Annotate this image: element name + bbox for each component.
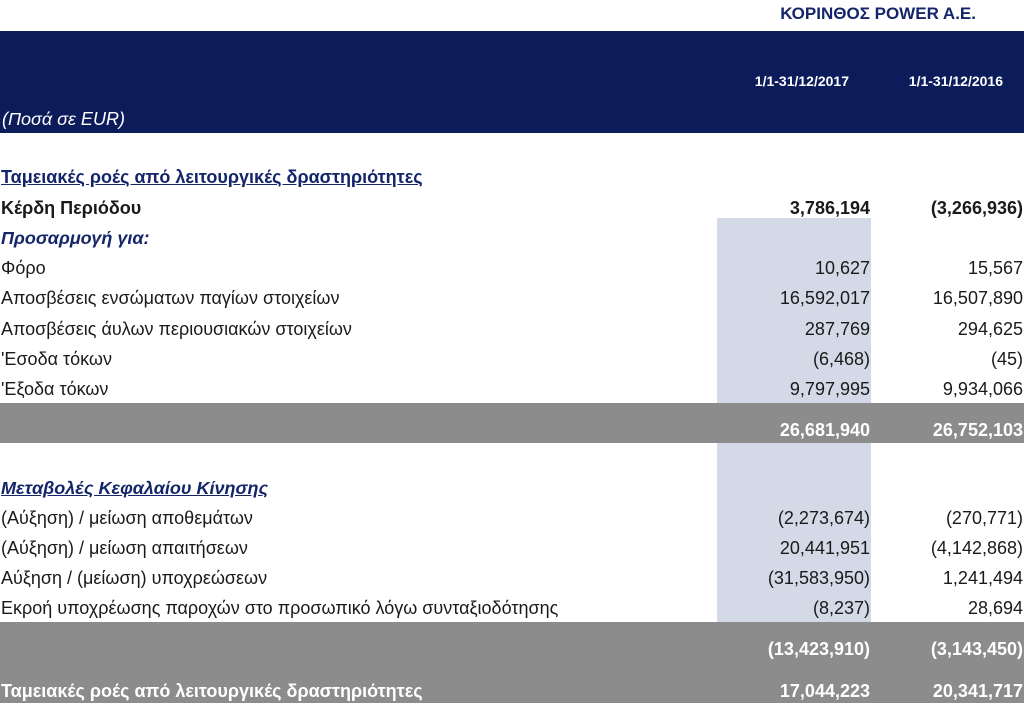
- value-2017: 287,769: [804, 319, 870, 339]
- subtotal-2017: 26,681,940: [779, 420, 870, 440]
- subtotal-row-operating: [0, 403, 1024, 443]
- row-label: 'Εσοδα τόκων: [1, 349, 112, 369]
- section-title-label: Ταμειακές ροές από λειτουργικές δραστηριότητες: [1, 167, 423, 187]
- table-row: [0, 374, 1024, 404]
- value-2016: 1,241,494: [942, 568, 1023, 588]
- adjustment-label: Προσαρμογή για:: [1, 228, 150, 248]
- section-title-working-capital: [0, 473, 1024, 503]
- value-2017: (31,583,950): [767, 568, 870, 588]
- subtotal-row-working-capital: [0, 622, 1024, 703]
- table-row: [0, 533, 1024, 563]
- value-2016: 16,507,890: [932, 288, 1023, 308]
- value-2016: 9,934,066: [942, 379, 1023, 399]
- column-header-2016: 1/1-31/12/2016: [908, 73, 1003, 89]
- table-row: [0, 593, 1024, 623]
- subtotal-2017: (13,423,910): [767, 639, 870, 659]
- table-row: [0, 283, 1024, 313]
- table-row: [0, 253, 1024, 283]
- section-title-operating: [0, 162, 1024, 192]
- value-2017: (2,273,674): [777, 508, 870, 528]
- row-label: 'Εξοδα τόκων: [1, 379, 109, 399]
- value-2016: 294,625: [957, 319, 1023, 339]
- value-2016: (3,266,936): [930, 198, 1023, 218]
- row-label: Αύξηση / (μείωση) υποχρεώσεων: [1, 568, 268, 588]
- value-2017: (8,237): [812, 598, 870, 618]
- value-2017: 3,786,194: [789, 198, 870, 218]
- row-label: Κέρδη Περιόδου: [1, 198, 142, 218]
- row-label: (Αύξηση) / μείωση αποθεμάτων: [1, 508, 253, 528]
- adjustment-heading: [0, 223, 1024, 253]
- row-label: Αποσβέσεις άυλων περιουσιακών στοιχείων: [1, 319, 352, 339]
- row-label: Εκροή υποχρέωσης παροχών στο προσωπικό λόγω συνταξιοδότησης: [1, 598, 559, 618]
- total-2016: 20,341,717: [932, 681, 1023, 701]
- value-2016: (4,142,868): [930, 538, 1023, 558]
- table-row: [0, 503, 1024, 533]
- table-row: [0, 314, 1024, 344]
- value-2017: (6,468): [812, 349, 870, 369]
- row-label: Φόρο: [1, 258, 46, 278]
- subtotal-2016: (3,143,450): [930, 639, 1023, 659]
- value-2017: 10,627: [814, 258, 870, 278]
- value-2016: 15,567: [967, 258, 1023, 278]
- value-2016: 28,694: [967, 598, 1023, 618]
- table-row-profit: [0, 193, 1024, 223]
- row-label: Αποσβέσεις ενσώματων παγίων στοιχείων: [1, 288, 340, 308]
- table-row: [0, 563, 1024, 593]
- currency-note: (Ποσά σε EUR): [2, 109, 125, 129]
- section-title-label: Μεταβολές Κεφαλαίου Κίνησης: [1, 478, 269, 498]
- value-2016: (270,771): [945, 508, 1023, 528]
- table-row: [0, 344, 1024, 374]
- total-2017: 17,044,223: [779, 681, 870, 701]
- value-2017: 16,592,017: [779, 288, 870, 308]
- column-header-2017: 1/1-31/12/2017: [754, 73, 849, 89]
- subtotal-2016: 26,752,103: [932, 420, 1023, 440]
- value-2016: (45): [990, 349, 1023, 369]
- value-2017: 20,441,951: [779, 538, 870, 558]
- company-name: ΚΟΡΙΝΘΟΣ POWER A.E.: [780, 4, 976, 23]
- table-header: [0, 31, 1024, 133]
- row-label: (Αύξηση) / μείωση απαιτήσεων: [1, 538, 248, 558]
- value-2017: 9,797,995: [789, 379, 870, 399]
- total-label: Ταμειακές ροές από λειτουργικές δραστηριότητες: [1, 681, 423, 701]
